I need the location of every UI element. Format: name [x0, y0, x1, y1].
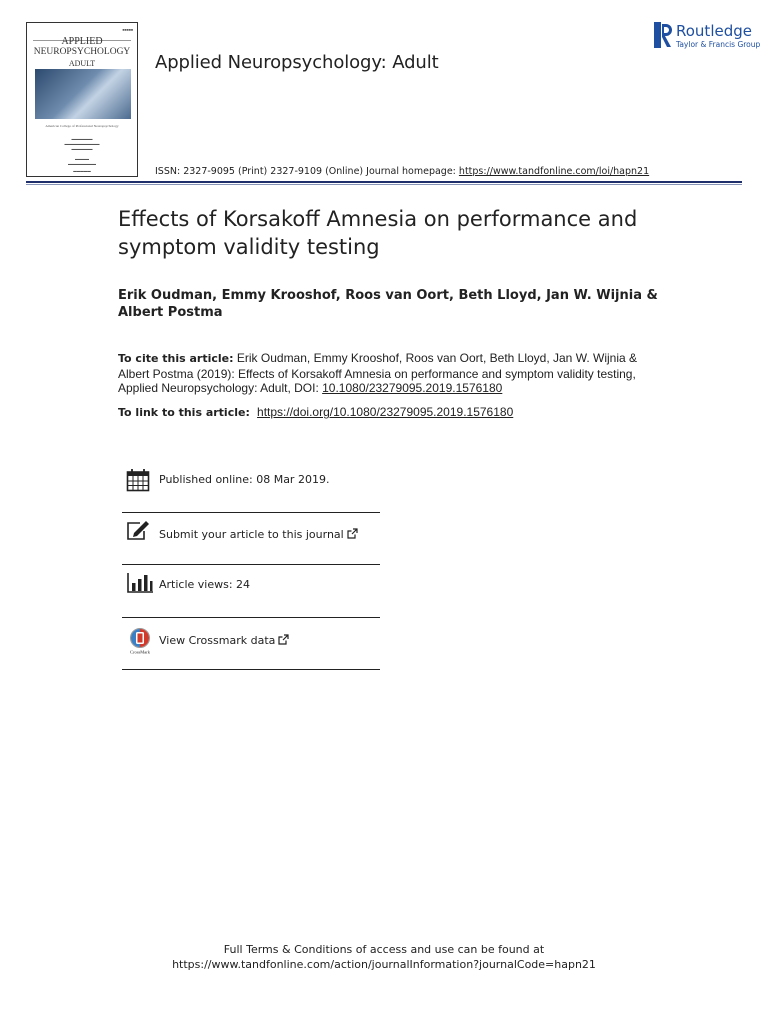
edit-icon — [126, 520, 152, 542]
footer — [0, 942, 768, 972]
publisher-subtitle: Taylor & Francis Group — [676, 40, 761, 49]
cover-brain-image — [35, 69, 131, 119]
cite-text: Erik Oudman, Emmy Krooshof, Roos van Oort, Beth Lloyd, Jan W. Wijnia & Albert Postma (2019): Effects of Korsakoff Amnesia on performance and symptom validity testing, Applied Neuropsychology: Adult, DOI: — [118, 351, 638, 395]
crossmark-icon — [126, 627, 154, 655]
issn-text: ISSN: 2327-9095 (Print) 2327-9109 (Online) Journal homepage: — [155, 166, 459, 177]
cover-title-line2: NEUROPSYCHOLOGY — [33, 47, 131, 57]
citation-block — [118, 351, 658, 396]
header-divider — [26, 181, 742, 183]
article-title: Effects of Korsakoff Amnesia on performance and symptom validity testing — [118, 207, 638, 259]
journal-title[interactable]: Applied Neuropsychology: Adult — [155, 52, 439, 73]
cover-title-line3: ADULT — [68, 59, 96, 68]
article-views: Article views: 24 — [159, 578, 251, 591]
crossmark-link[interactable] — [159, 634, 289, 647]
routledge-logo-icon — [654, 22, 672, 48]
article-doi-url[interactable]: https://doi.org/10.1080/23279095.2019.1576180 — [257, 405, 514, 419]
cite-label: To cite this article: — [118, 352, 234, 365]
external-link-icon — [278, 634, 289, 645]
info-divider — [122, 512, 380, 513]
submit-article-link[interactable] — [159, 528, 358, 541]
journal-cover-image: ■■■■■ APPLIED NEUROPSYCHOLOGY ADULT American College of Professional Neuropsychology ▬▬▬▬▬▬ ▬▬▬▬▬▬▬▬▬▬ ▬▬▬▬▬▬ ▬▬▬▬ ▬▬▬▬▬▬▬▬ ▬▬▬▬▬ — [26, 22, 138, 177]
crossmark-label: View Crossmark data — [159, 634, 276, 647]
cover-org: American College of Professional Neuropsychology — [45, 124, 119, 128]
journal-homepage-link[interactable]: https://www.tandfonline.com/loi/hapn21 — [458, 166, 650, 177]
footer-terms-line: Full Terms & Conditions of access and use can be found at — [223, 943, 545, 956]
external-link-icon — [347, 528, 358, 539]
link-label: To link to this article: — [118, 406, 254, 419]
cover-title-line1: APPLIED — [61, 36, 103, 47]
doi-link[interactable]: 10.1080/23279095.2019.1576180 — [322, 381, 503, 395]
bar-chart-icon — [126, 572, 154, 594]
article-link-line — [118, 405, 658, 420]
calendar-icon — [126, 468, 150, 492]
article-authors: Erik Oudman, Emmy Krooshof, Roos van Oort, Beth Lloyd, Jan W. Wijnia & Albert Postma — [118, 288, 658, 320]
published-online: Published online: 08 Mar 2019. — [159, 473, 330, 486]
info-divider — [122, 564, 380, 565]
header-divider-thin — [26, 184, 742, 185]
footer-terms-url[interactable]: https://www.tandfonline.com/action/journalInformation?journalCode=hapn21 — [172, 958, 596, 971]
submit-article-label: Submit your article to this journal — [159, 528, 344, 541]
crossmark-icon-label: CrossMark — [130, 649, 150, 655]
issn-line — [155, 166, 649, 177]
publisher-name[interactable]: Routledge — [676, 22, 752, 40]
info-divider — [122, 617, 380, 618]
info-divider — [122, 669, 380, 670]
